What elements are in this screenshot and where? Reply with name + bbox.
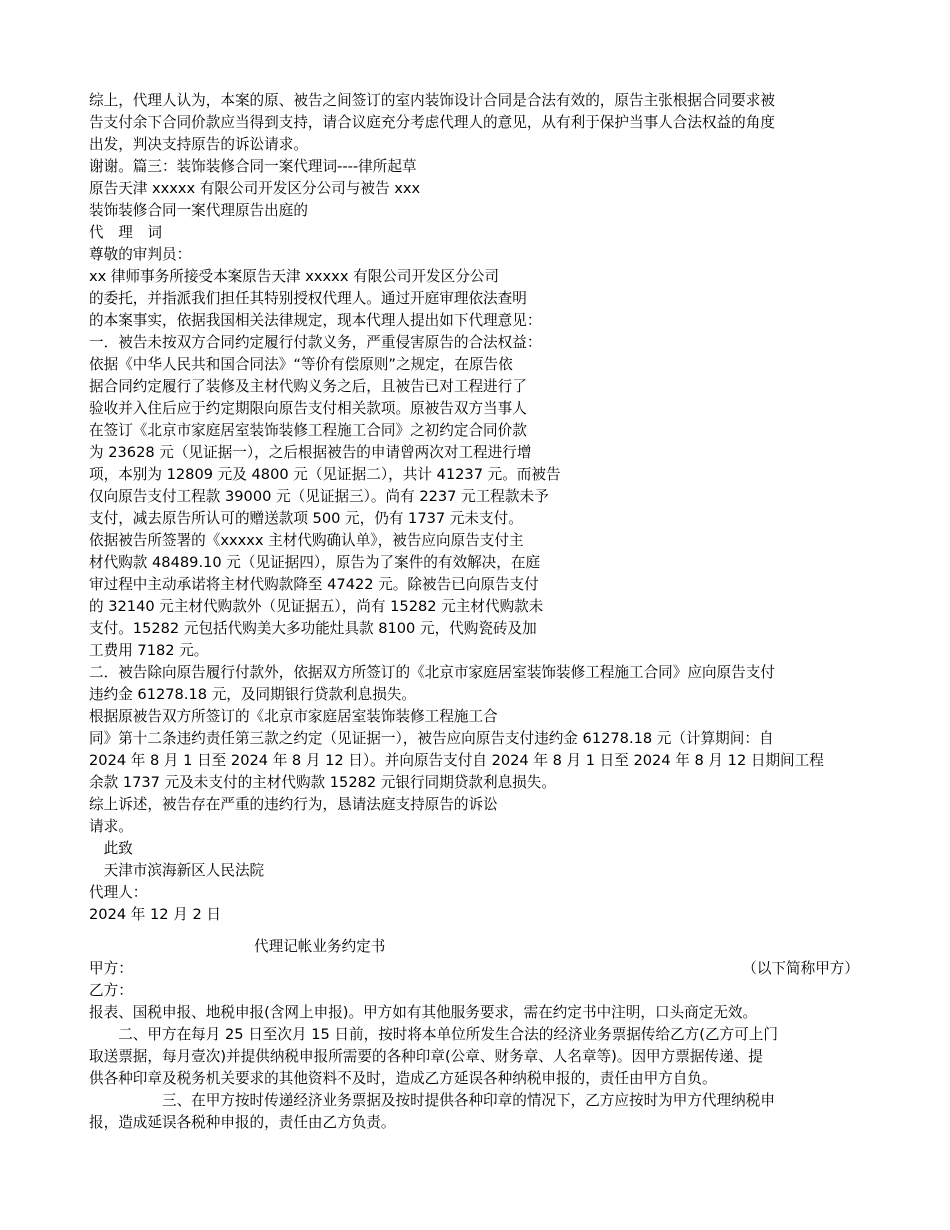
text-line: 在签订《北京市家庭居室装饰装修工程施工合同》之初约定合同价款 bbox=[89, 422, 527, 439]
text-line: 2024 年 12 月 2 日 bbox=[89, 906, 221, 923]
text-line: 项，本别为 12809 元及 4800 元（见证据二），共计 41237 元。而被告 bbox=[89, 466, 561, 483]
text-line: 支付。15282 元包括代购美大多功能灶具款 8100 元，代购瓷砖及加 bbox=[89, 620, 537, 637]
text-line: 装饰装修合同一案代理原告出庭的 bbox=[89, 202, 308, 219]
text-line: 的委托，并指派我们担任其特别授权代理人。通过开庭审理依法查明 bbox=[89, 290, 527, 307]
contract-line: 三、在甲方按时传递经济业务票据及按时提供各种印章的情况下，乙方应按时为甲方代理纳税申 bbox=[89, 1092, 775, 1109]
text-line: 2024 年 8 月 1 日至 2024 年 8 月 12 日）。并向原告支付自 2024 年 8 月 1 日至 2024 年 8 月 12 日期间工程 bbox=[89, 752, 824, 769]
text-line: 原告天津 xxxxx 有限公司开发区分公司与被告 xxx bbox=[89, 180, 421, 197]
text-line: 一．被告未按双方合同约定履行付款义务，严重侵害原告的合法权益： bbox=[89, 334, 542, 351]
text-line: 根据原被告双方所签订的《北京市家庭居室装饰装修工程施工合 bbox=[89, 708, 498, 725]
text-line: 代 理 词 bbox=[89, 224, 162, 241]
text-line: 材代购款 48489.10 元（见证据四），原告为了案件的有效解决，在庭 bbox=[89, 554, 541, 571]
contract-line: 供各种印章及税务机关要求的其他资料不及时，造成乙方延误各种纳税申报的，责任由甲方自负。 bbox=[89, 1070, 717, 1087]
text-line: 谢谢。篇三：装饰装修合同一案代理词----律所起草 bbox=[89, 158, 417, 175]
text-line: 依据《中华人民共和国合同法》“等价有偿原则”之规定，在原告依 bbox=[89, 356, 513, 373]
text-line: 违约金 61278.18 元，及同期银行贷款利息损失。 bbox=[89, 686, 417, 703]
text-line: 出发，判决支持原告的诉讼请求。 bbox=[89, 136, 308, 153]
text-line: 余款 1737 元及未支付的主材代购款 15282 元银行同期贷款利息损失。 bbox=[89, 774, 556, 791]
contract-line: 二、甲方在每月 25 日至次月 15 日前，按时将本单位所发生合法的经济业务票据传给乙方(乙方可上门 bbox=[89, 1026, 778, 1043]
contract-line: 报，造成延误各税种申报的，责任由乙方负责。 bbox=[89, 1114, 396, 1131]
text-line: 的本案事实，依据我国相关法律规定，现本代理人提出如下代理意见： bbox=[89, 312, 542, 329]
party-a-label: 甲方： bbox=[89, 960, 133, 977]
text-line: 工费用 7182 元。 bbox=[89, 642, 209, 659]
text-line: 依据被告所签署的《xxxxx 主材代购确认单》，被告应向原告支付主 bbox=[89, 532, 524, 549]
text-line: 综上诉述，被告存在严重的违约行为，恳请法庭支持原告的诉讼 bbox=[89, 796, 498, 813]
contract-line: 取送票据，每月壹次)并提供纳税申报所需要的各种印章(公章、财务章、人名章等)。因甲方票据传递、提 bbox=[89, 1048, 763, 1065]
text-line: 此致 bbox=[89, 840, 133, 857]
text-line: xx 律师事务所接受本案原告天津 xxxxx 有限公司开发区分公司 bbox=[89, 268, 500, 285]
text-line: 代理人： bbox=[89, 884, 148, 901]
text-line: 的 32140 元主材代购款外（见证据五），尚有 15282 元主材代购款未 bbox=[89, 598, 544, 615]
text-line: 综上，代理人认为，本案的原、被告之间签订的室内装饰设计合同是合法有效的，原告主张根据合同要求被 bbox=[89, 92, 775, 109]
party-a-row bbox=[89, 958, 859, 980]
contract-title: 代理记帐业务约定书 bbox=[254, 938, 386, 955]
text-line: 天津市滨海新区人民法院 bbox=[89, 862, 265, 879]
text-line: 二．被告除向原告履行付款外，依据双方所签订的《北京市家庭居室装饰装修工程施工合同》应向原告支付 bbox=[89, 664, 775, 681]
text-line: 为 23628 元（见证据一），之后根据被告的申请曾两次对工程进行增 bbox=[89, 444, 532, 461]
text-line: 仅向原告支付工程款 39000 元（见证据三）。尚有 2237 元工程款未予 bbox=[89, 488, 549, 505]
text-line: 审过程中主动承诺将主材代购款降至 47422 元。除被告已向原告支付 bbox=[89, 576, 539, 593]
text-line: 尊敬的审判员： bbox=[89, 246, 192, 263]
text-line: 据合同约定履行了装修及主材代购义务之后，且被告已对工程进行了 bbox=[89, 378, 527, 395]
party-a-note: （以下简称甲方） bbox=[742, 960, 859, 977]
text-line: 告支付余下合同价款应当得到支持，请合议庭充分考虑代理人的意见，从有利于保护当事人合法权益的角度 bbox=[89, 114, 775, 131]
text-line: 请求。 bbox=[89, 818, 133, 835]
contract-line: 报表、国税申报、地税申报(含网上申报)。甲方如有其他服务要求，需在约定书中注明，口头商定无效。 bbox=[89, 1004, 758, 1021]
party-b-label: 乙方： bbox=[89, 982, 133, 999]
text-line: 支付，减去原告所认可的赠送款项 500 元，仍有 1737 元未支付。 bbox=[89, 510, 523, 527]
text-line: 同》第十二条违约责任第三款之约定（见证据一），被告应向原告支付违约金 61278.18 元（计算期间：自 bbox=[89, 730, 774, 747]
text-line: 验收并入住后应于约定期限向原告支付相关款项。原被告双方当事人 bbox=[89, 400, 527, 417]
